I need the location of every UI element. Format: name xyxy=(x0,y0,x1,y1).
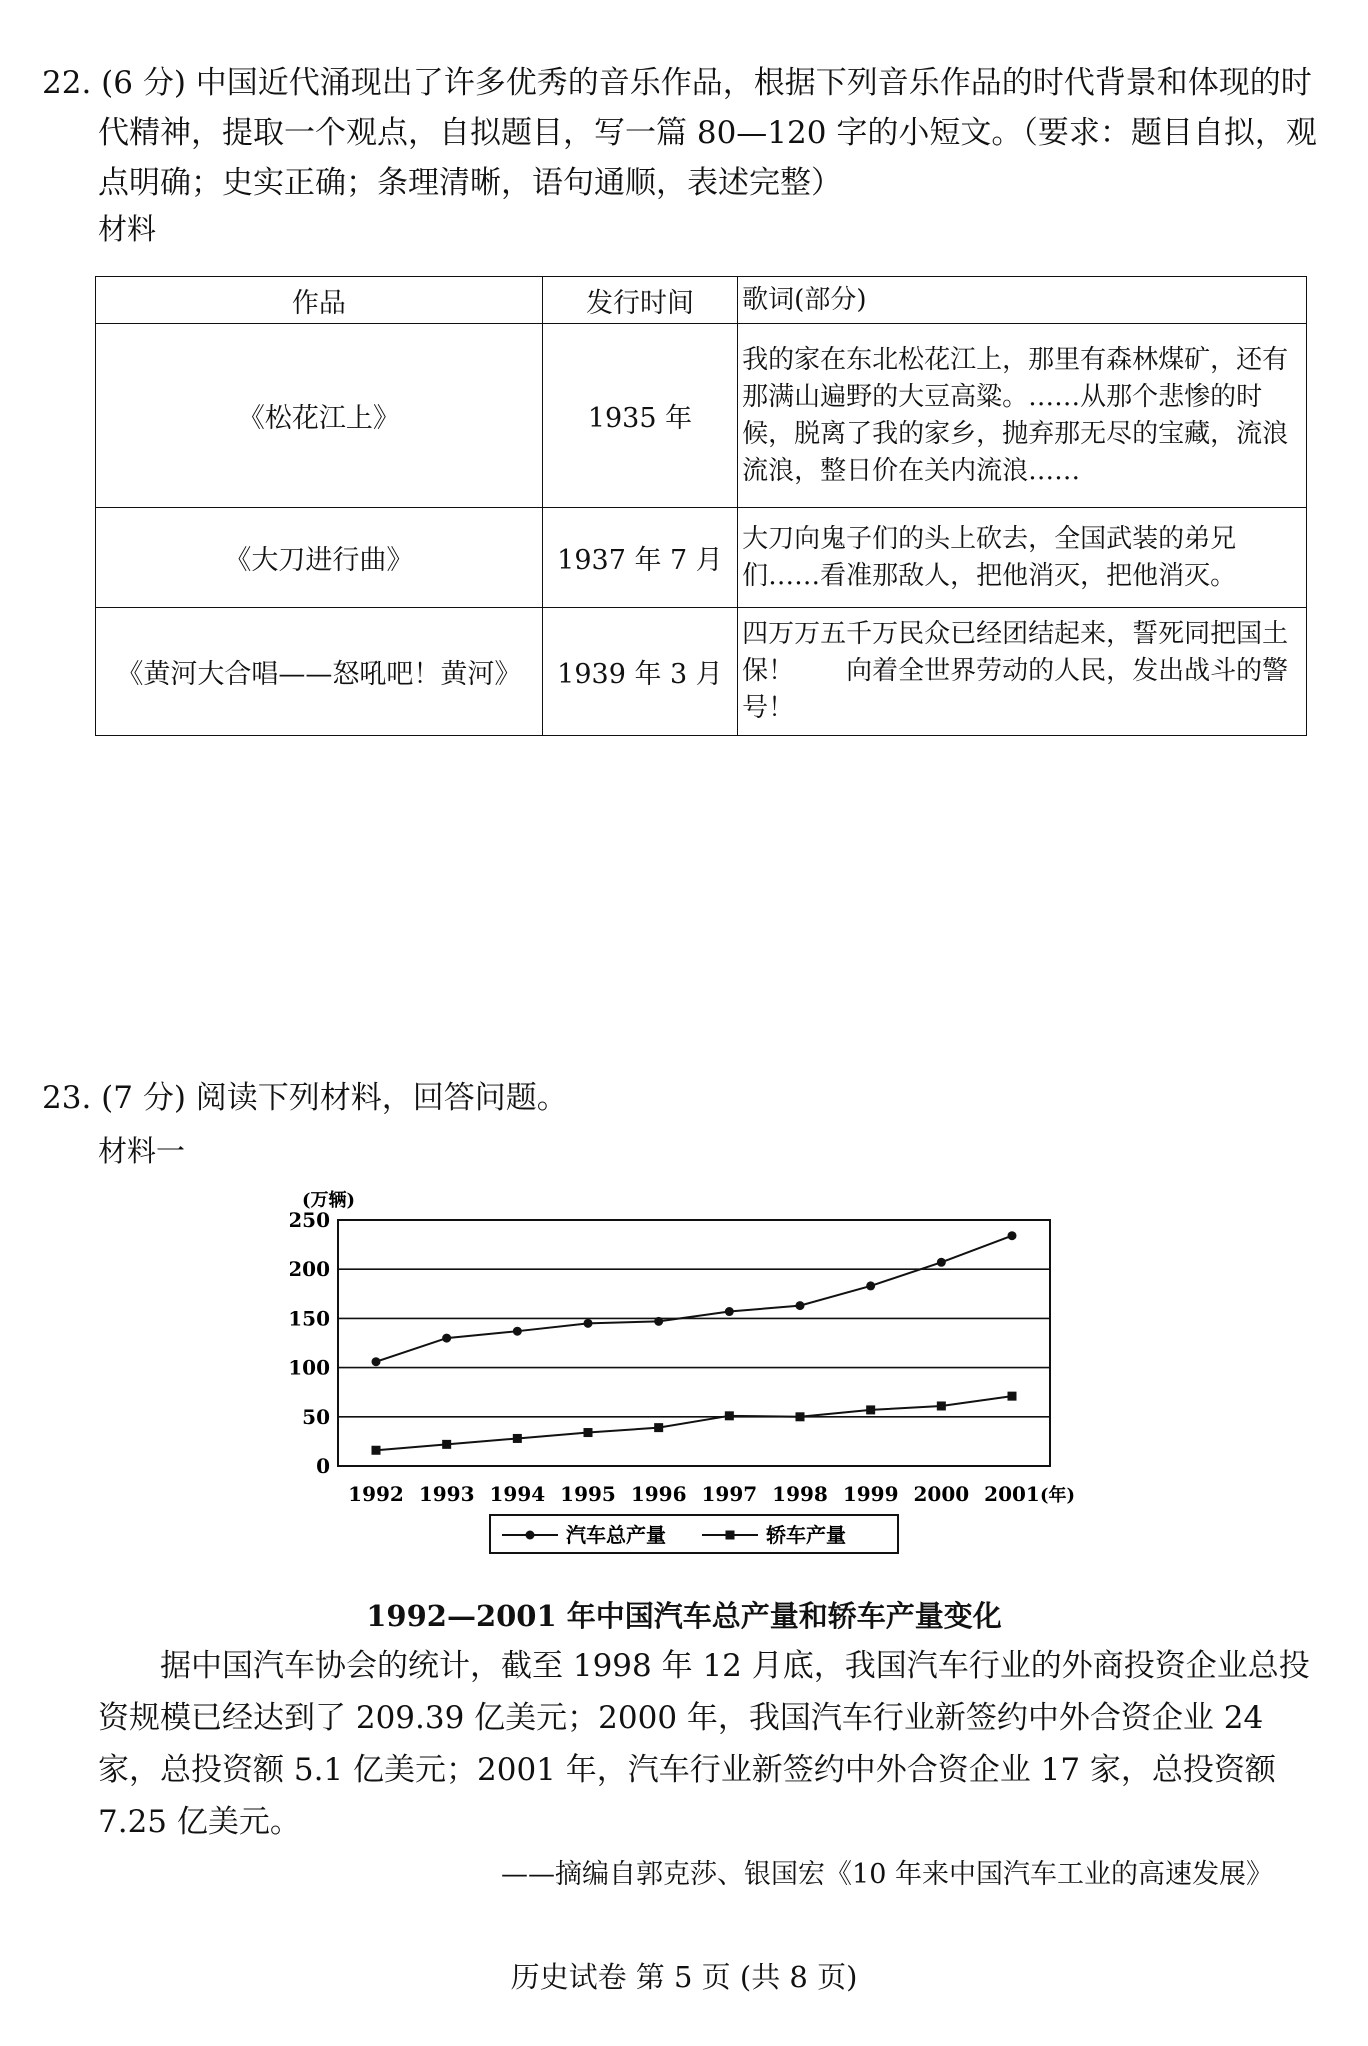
series-line-1 xyxy=(376,1236,1012,1362)
x-tick-label: 1992 xyxy=(348,1482,404,1506)
q22-line-1: 22. (6 分) 中国近代涌现出了许多优秀的音乐作品，根据下列音乐作品的时代背景和体现的时 xyxy=(42,65,1312,101)
legend-label: 轿车产量 xyxy=(766,1523,846,1547)
x-tick-label: 2001 xyxy=(984,1482,1040,1506)
q23-material-label: 材料一 xyxy=(98,1134,186,1168)
x-tick-label: 2000 xyxy=(913,1482,970,1506)
page-footer: 历史试卷 第 5 页 (共 8 页) xyxy=(510,1960,858,1994)
x-axis-unit: (年) xyxy=(1040,1485,1076,1506)
data-point-circle xyxy=(372,1357,381,1366)
x-tick-label: 1993 xyxy=(418,1482,475,1506)
q22-material-label: 材料 xyxy=(98,212,157,246)
x-tick-label: 1998 xyxy=(772,1482,828,1506)
date-cell: 1939 年 3 月 xyxy=(542,608,737,736)
data-point-square xyxy=(1008,1392,1017,1401)
data-point-square xyxy=(796,1412,805,1421)
work-cell: 《松花江上》 xyxy=(96,324,543,508)
date-cell: 1935 年 xyxy=(542,324,737,508)
y-tick-label: 50 xyxy=(302,1404,330,1429)
data-point-square xyxy=(725,1411,734,1420)
data-point-square xyxy=(513,1434,522,1443)
q23-line-1: 23. (7 分) 阅读下列材料，回答问题。 xyxy=(42,1080,568,1116)
legend-marker-circle xyxy=(526,1531,535,1540)
data-point-circle xyxy=(654,1317,663,1326)
chart-svg xyxy=(290,1180,1110,1580)
data-point-circle xyxy=(866,1281,875,1290)
data-point-square xyxy=(654,1423,663,1432)
source-citation: ——摘编自郭克莎、银国宏《10 年来中国汽车工业的高速发展》 xyxy=(501,1859,1273,1890)
y-axis-label: (万辆) xyxy=(302,1190,356,1211)
data-point-circle xyxy=(584,1319,593,1328)
plot-frame xyxy=(338,1220,1050,1466)
header-lyrics: 歌词(部分) xyxy=(738,277,1307,324)
legend-marker-square xyxy=(726,1531,735,1540)
y-tick-label: 250 xyxy=(290,1208,330,1232)
y-tick-label: 200 xyxy=(290,1257,330,1282)
x-tick-label: 1999 xyxy=(842,1482,899,1506)
y-tick-label: 100 xyxy=(290,1355,330,1380)
chart-caption: 1992—2001 年中国汽车总产量和轿车产量变化 xyxy=(366,1599,1002,1633)
table-row xyxy=(96,608,1307,736)
lyrics-cell: 大刀向鬼子们的头上砍去，全国武装的弟兄们……看准那敌人，把他消灭，把他消灭。 xyxy=(738,508,1307,608)
x-tick-label: 1996 xyxy=(630,1482,687,1506)
lyrics-cell: 我的家在东北松花江上，那里有森林煤矿，还有那满山遍野的大豆高粱。……从那个悲惨的时候，脱离了我的家乡，抛弃那无尽的宝藏，流浪流浪，整日价在关内流浪…… xyxy=(738,324,1307,508)
x-tick-label: 1997 xyxy=(701,1482,758,1506)
question-22 xyxy=(42,62,1332,250)
data-point-square xyxy=(372,1446,381,1455)
header-date: 发行时间 xyxy=(542,277,737,324)
q22-line-2: 代精神，提取一个观点，自拟题目，写一篇 80—120 字的小短文。（要求：题目自拟，观 xyxy=(98,115,1317,151)
data-point-circle xyxy=(1008,1231,1017,1240)
data-point-circle xyxy=(796,1301,805,1310)
q22-line-3: 点明确；史实正确；条理清晰，语句通顺，表述完整） xyxy=(98,165,842,201)
legend-label: 汽车总产量 xyxy=(566,1523,666,1547)
y-tick-label: 0 xyxy=(316,1454,330,1478)
work-cell: 《大刀进行曲》 xyxy=(96,508,543,608)
series-line-2 xyxy=(376,1396,1012,1450)
table-row xyxy=(96,324,1307,508)
data-point-square xyxy=(866,1405,875,1414)
y-tick-label: 150 xyxy=(290,1306,330,1331)
lyrics-cell: 四万万五千万民众已经团结起来，誓死同把国土保！ 向着全世界劳动的人民，发出战斗的警号！ xyxy=(738,608,1307,736)
data-point-square xyxy=(442,1440,451,1449)
data-point-circle xyxy=(937,1258,946,1267)
table-header-row xyxy=(96,277,1307,324)
data-point-square xyxy=(584,1428,593,1437)
q23-paragraph: 据中国汽车协会的统计，截至 1998 年 12 月底，我国汽车行业的外商投资企业总投资规模已经达到了 209.39 亿美元；2000 年，我国汽车行业新签约中外合资企业 24 家，总投资额 5.1 亿美元；2001 年，汽车行业新签约中外合资企业 17 家，总投资额 7.25 亿美元。 xyxy=(98,1648,1310,1840)
x-tick-label: 1994 xyxy=(489,1482,546,1506)
data-point-square xyxy=(937,1401,946,1410)
data-point-circle xyxy=(442,1334,451,1343)
data-point-circle xyxy=(725,1307,734,1316)
x-tick-label: 1995 xyxy=(560,1482,616,1506)
music-works-table xyxy=(95,276,1307,736)
table-row xyxy=(96,508,1307,608)
work-cell: 《黄河大合唱——怒吼吧！黄河》 xyxy=(96,608,543,736)
header-work: 作品 xyxy=(96,277,543,324)
date-cell: 1937 年 7 月 xyxy=(542,508,737,608)
data-point-circle xyxy=(513,1327,522,1336)
car-production-chart xyxy=(290,1180,1110,1580)
